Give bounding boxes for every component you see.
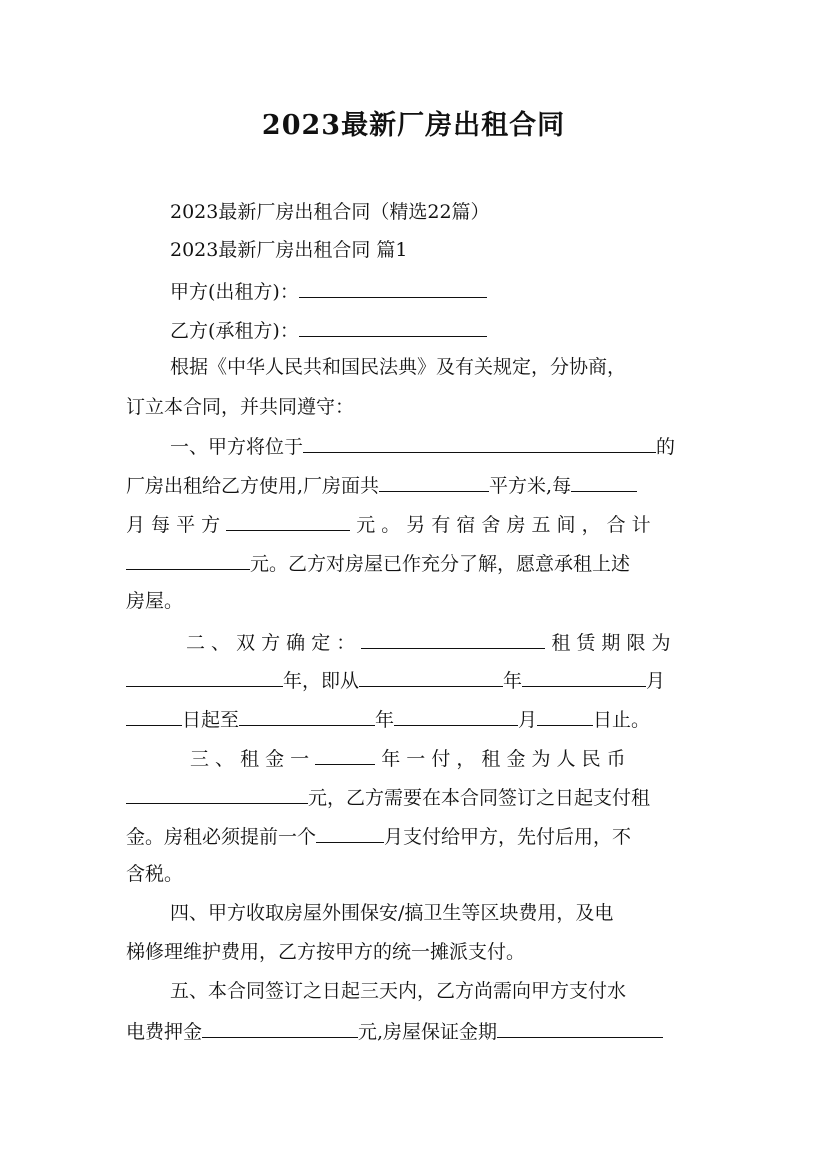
clause1-text: 一、甲方将位于	[170, 436, 304, 458]
intro-line-2: 订立本合同，并共同遵守：	[126, 396, 355, 418]
confirm-blank	[361, 628, 545, 649]
party-b-label: 乙方(承租方)：	[170, 320, 299, 342]
per-blank	[571, 471, 637, 492]
clause1-text: 厂房出租给乙方使用,厂房面共	[126, 475, 380, 497]
end-day-blank	[537, 705, 593, 726]
location-blank	[303, 432, 656, 453]
clause2-text: 年	[375, 709, 395, 731]
clause2-text: 月	[646, 670, 666, 692]
start-year-blank	[359, 666, 503, 687]
clause5-line-1: 五、本合同签订之日起三天内，乙方尚需向甲方支付水	[170, 980, 627, 1002]
clause2-text: 日起至	[182, 709, 240, 731]
party-a-label: 甲方(出租方)：	[170, 281, 299, 303]
clause1-text: 平方米,每	[489, 475, 572, 497]
clause1-line-4	[126, 549, 630, 577]
clause1-line-2	[126, 471, 637, 499]
clause3-text: 三 、 租 金 一	[190, 748, 310, 770]
clause3-text: 年 一 付 ， 租 金 为 人 民 币	[381, 748, 626, 770]
rent-amount-blank	[126, 783, 308, 804]
document-title: 2023最新厂房出租合同	[261, 110, 566, 141]
clause1-text: 元 。 另 有 宿 舍 房 五 间 ， 合 计	[356, 514, 651, 536]
clause1-text: 的	[656, 436, 676, 458]
clause1-line-1	[170, 432, 675, 460]
clause2-text: 年	[503, 670, 523, 692]
intro-line-1: 根据《中华人民共和国民法典》及有关规定，分协商，	[170, 356, 627, 378]
party-b-line	[170, 316, 487, 344]
clause2-line-3	[126, 705, 650, 733]
term-years-blank	[126, 666, 283, 687]
clause2-line-2	[126, 666, 665, 694]
clause5-text: 元,房屋保证金期	[358, 1021, 498, 1043]
deposit-blank	[202, 1017, 358, 1038]
guarantee-period-blank	[497, 1017, 663, 1038]
clause4-line-2: 梯修理维护费用，乙方按甲方的统一摊派支付。	[126, 941, 526, 963]
clause1-line-3	[126, 510, 651, 538]
clause2-text: 二 、 双 方 确 定 ：	[186, 632, 356, 654]
start-month-blank	[522, 666, 646, 687]
clause2-text: 租 赁 期 限 为	[551, 632, 671, 654]
clause1-line-5: 房屋。	[126, 590, 184, 612]
clause5-line-2	[126, 1017, 663, 1045]
party-a-blank	[299, 277, 487, 298]
start-day-blank	[126, 705, 182, 726]
clause3-line-4: 含税。	[126, 863, 184, 885]
area-blank	[379, 471, 489, 492]
subtitle: 2023最新厂房出租合同（精选22篇）	[170, 201, 490, 223]
section-heading: 2023最新厂房出租合同 篇1	[170, 239, 408, 261]
clause4-line-1: 四、甲方收取房屋外围保安/搞卫生等区块费用，及电	[170, 902, 614, 924]
end-month-blank	[394, 705, 518, 726]
price-blank	[226, 510, 350, 531]
advance-months-blank	[316, 822, 384, 843]
clause1-text: 月 每 平 方	[126, 514, 221, 536]
clause2-line-1	[186, 628, 671, 656]
clause1-text: 元。乙方对房屋已作充分了解，愿意承租上述	[250, 553, 631, 575]
clause2-text: 日止。	[593, 709, 651, 731]
clause3-line-1	[190, 744, 626, 772]
party-b-blank	[299, 316, 487, 337]
clause2-text: 年，即从	[283, 670, 360, 692]
clause3-line-3	[126, 822, 631, 850]
clause3-text: 月支付给甲方，先付后用，不	[384, 826, 632, 848]
rent-cycle-blank	[315, 744, 375, 765]
clause3-text: 金。房租必须提前一个	[126, 826, 317, 848]
clause3-text: 元，乙方需要在本合同签订之日起支付租	[308, 787, 651, 809]
party-a-line	[170, 277, 487, 305]
dorm-total-blank	[126, 549, 250, 570]
clause2-text: 月	[518, 709, 538, 731]
end-year-blank	[239, 705, 375, 726]
clause3-line-2	[126, 783, 650, 811]
clause5-text: 电费押金	[126, 1021, 203, 1043]
